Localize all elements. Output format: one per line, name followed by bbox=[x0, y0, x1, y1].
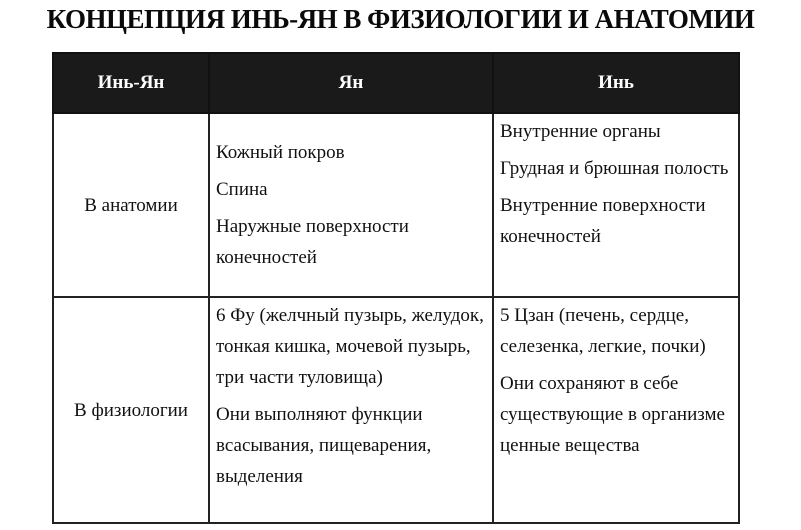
cell-anatomy-yin bbox=[493, 113, 739, 297]
cell-line: Они выполняют функции всасывания, пищеварения, выделения bbox=[216, 404, 432, 487]
cell-anatomy-yang bbox=[209, 113, 493, 297]
header-yin-yang: Инь-Ян bbox=[53, 53, 209, 113]
row-label-physiology: В физиологии bbox=[53, 297, 209, 523]
cell-physiology-yin bbox=[493, 297, 739, 523]
cell-line: Спина bbox=[216, 179, 268, 200]
yin-yang-table bbox=[52, 52, 740, 524]
page-title: КОНЦЕПЦИЯ ИНЬ-ЯН В ФИЗИОЛОГИИ И АНАТОМИИ bbox=[46, 4, 755, 34]
cell-line: Внутренние поверхности конечностей bbox=[500, 195, 706, 247]
table-header-row bbox=[53, 53, 739, 113]
cell-line: Грудная и брюшная полость bbox=[500, 158, 729, 179]
cell-line: Кожный покров bbox=[216, 142, 345, 163]
header-yang: Ян bbox=[209, 53, 493, 113]
cell-physiology-yang bbox=[209, 297, 493, 523]
cell-line: Наружные поверхности конечностей bbox=[216, 216, 409, 268]
cell-line: 6 Фу (желчный пузырь, желудок, тонкая кишка, мочевой пузырь, три части туловища) bbox=[216, 305, 484, 388]
table-row-physiology bbox=[53, 297, 739, 523]
cell-line: 5 Цзан (печень, сердце, селезенка, легкие, почки) bbox=[500, 305, 706, 357]
cell-line: Они сохраняют в себе существующие в организме ценные вещества bbox=[500, 373, 725, 456]
row-label-anatomy: В анатомии bbox=[53, 113, 209, 297]
header-yin: Инь bbox=[493, 53, 739, 113]
table-row-anatomy bbox=[53, 113, 739, 297]
cell-line: Внутренние органы bbox=[500, 121, 661, 142]
